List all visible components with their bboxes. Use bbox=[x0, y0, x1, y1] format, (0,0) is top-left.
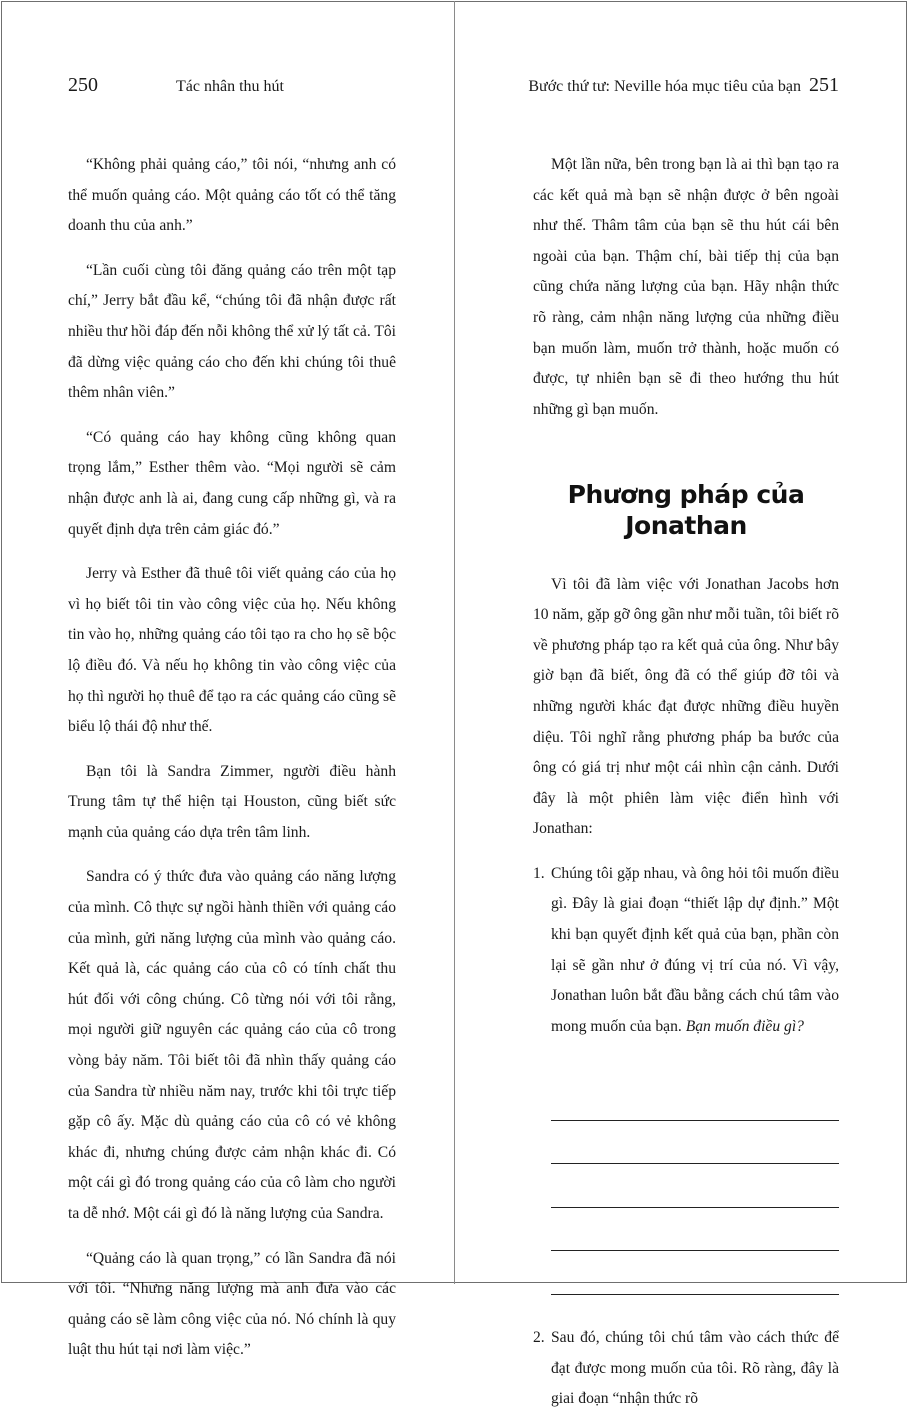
page-number: 251 bbox=[809, 74, 839, 96]
paragraph: “Có quảng cáo hay không cũng không quan trọng lắm,” Esther thêm vào. “Mọi người sẽ cảm nhận được anh là ai, đang cung cấp những gì, và ra quyết định dựa trên cảm giác đó.” bbox=[68, 428, 396, 538]
write-in-line bbox=[551, 1077, 839, 1121]
running-title: Tác nhân thu hút bbox=[176, 78, 284, 95]
left-body-text bbox=[68, 150, 396, 1380]
list-item-text: Chúng tôi gặp nhau, và ông hỏi tôi muốn điều gì. Đây là giai đoạn “thiết lập dự định.” Một khi bạn quyết định kết quả của bạn, phần còn lại sẽ gần như ở đúng vị trí của nó. Vì vậy, Jonathan luôn bắt đầu bằng cách chú tâm vào mong muốn của bạn. bbox=[551, 864, 839, 1035]
write-in-line bbox=[551, 1121, 839, 1165]
left-page bbox=[0, 0, 454, 1359]
section-heading: Phương pháp của Jonathan bbox=[567, 480, 805, 540]
list-item-question: Bạn muốn điều gì? bbox=[685, 1017, 804, 1035]
write-in-line bbox=[551, 1251, 839, 1295]
running-title: Bước thứ tư: Neville hóa mục tiêu của bạn bbox=[528, 78, 801, 95]
right-body-text bbox=[533, 150, 839, 1415]
intro-paragraph: Một lần nữa, bên trong bạn là ai thì bạn tạo ra các kết quả mà bạn sẽ nhận được ở bên ngoài như thế. Thâm tâm của bạn sẽ thu hút cái bên ngoài của bạn. Thậm chí, bài tiếp thị của bạn cũng chứa năng lượng của bạn. Hãy nhận thức rõ ràng, cảm nhận năng lượng của những điều bạn muốn làm, muốn trở thành, hoặc muốn có được, tự nhiên bạn sẽ đi theo hướng thu hút những gì bạn muốn. bbox=[533, 156, 839, 418]
list-item-text: Sau đó, chúng tôi chú tâm vào cách thức để đạt được mong muốn của tôi. Rõ ràng, đây là giai đoạn “nhận thức rõ bbox=[551, 1328, 839, 1408]
paragraph: Bạn tôi là Sandra Zimmer, người điều hành Trung tâm tự thể hiện tại Houston, cũng biết sức mạnh của quảng cáo dựa trên tâm linh. bbox=[68, 762, 396, 841]
write-in-line bbox=[551, 1164, 839, 1208]
list-item-2 bbox=[533, 1323, 839, 1415]
list-number: 1. bbox=[533, 864, 545, 882]
paragraph: “Không phải quảng cáo,” tôi nói, “nhưng anh có thể muốn quảng cáo. Một quảng cáo tốt có thể tăng doanh thu của anh.” bbox=[68, 156, 396, 235]
write-in-line bbox=[551, 1208, 839, 1252]
list-number: 2. bbox=[533, 1328, 545, 1346]
page-number: 250 bbox=[68, 74, 98, 96]
right-page bbox=[455, 0, 909, 1408]
section-paragraph: Vì tôi đã làm việc với Jonathan Jacobs hơn 10 năm, gặp gỡ ông gần như mỗi tuần, tôi biết rõ về phương pháp tạo ra kết quả của ông. Như bây giờ bạn đã biết, ông đã có thể giúp đỡ tôi và những người khác đạt được những điều huyền diệu. Tôi nghĩ rằng phương pháp ba bước của ông có giá trị như một cái nhìn cận cảnh. Dưới đây là một phiên làm việc điển hình với Jonathan: bbox=[533, 575, 839, 838]
answer-lines bbox=[551, 1077, 839, 1295]
list-item-1 bbox=[533, 859, 839, 1043]
paragraph: Sandra có ý thức đưa vào quảng cáo năng lượng của mình. Cô thực sự ngồi hành thiền với quảng cáo của mình, gửi năng lượng của mình vào quảng cáo. Kết quả là, các quảng cáo của cô có tính chất thu hút đối với công chúng. Cô từng nói với tôi rằng, mọi người giữ nguyên các quảng cáo của cô trong vòng bảy năm. Tôi biết tôi đã nhìn thấy quảng cáo của Sandra từ nhiều năm nay, trước khi tôi trực tiếp gặp cô ấy. Mặc dù quảng cáo của cô có vẻ không khác đi, nhưng chúng được cảm nhận khác đi. Có một cái gì đó trong quảng cáo của cô làm cho người ta dễ nhớ. Một cái gì đó là năng lượng của Sandra. bbox=[68, 868, 396, 1222]
paragraph: “Lần cuối cùng tôi đăng quảng cáo trên một tạp chí,” Jerry bắt đầu kể, “chúng tôi đã nhận được rất nhiều thư hồi đáp đến nỗi không thể xử lý tất cả. Tôi đã dừng việc quảng cáo cho đến khi chúng tôi thuê thêm nhân viên.” bbox=[68, 261, 397, 402]
paragraph: “Quảng cáo là quan trọng,” có lần Sandra đã nói với tôi. “Nhưng năng lượng mà anh đưa vào các quảng cáo sẽ làm công việc của nó. Nó chính là quy luật thu hút tại nơi làm việc.” bbox=[68, 1249, 396, 1359]
paragraph: Jerry và Esther đã thuê tôi viết quảng cáo của họ vì họ biết tôi tin vào công việc của họ. Nếu không tin vào họ, những quảng cáo tôi tạo ra cho họ sẽ bộc lộ điều đó. Và nếu họ không tin vào công việc của họ thì người họ thuê để tạo ra các quảng cáo cũng sẽ biểu lộ thái độ như thế. bbox=[68, 565, 396, 736]
